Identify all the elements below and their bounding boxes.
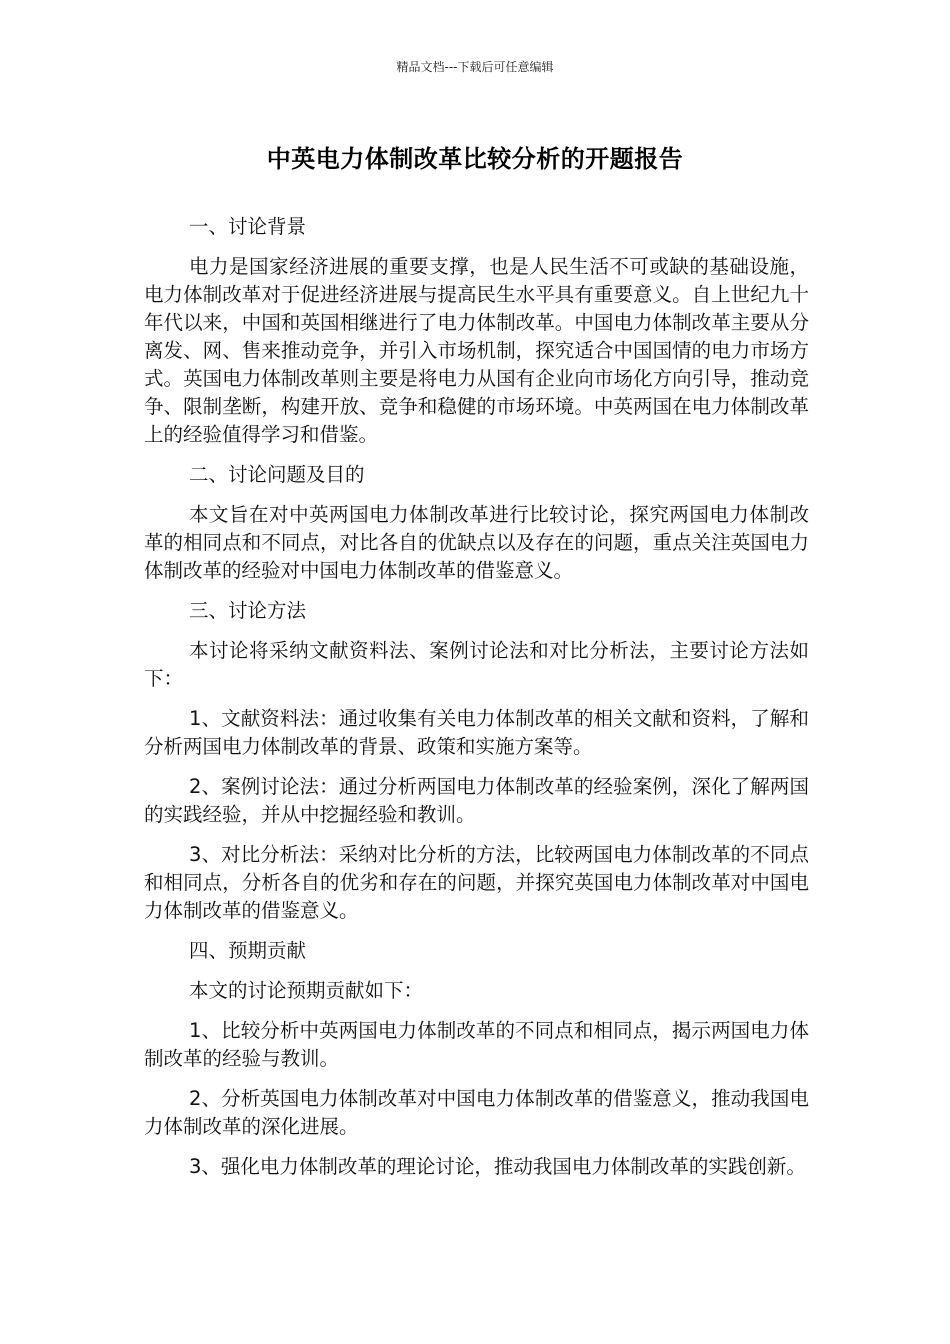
contribution-item-2: 2、分析英国电力体制改革对中国电力体制改革的借鉴意义，推动我国电力体制改革的深化进展。 <box>144 1087 809 1138</box>
section-heading-contributions: 四、预期贡献 <box>189 939 307 962</box>
section-heading-methods: 三、讨论方法 <box>189 599 307 622</box>
document-body <box>144 213 809 1193</box>
method-item-literature: 1、文献资料法：通过收集有关电力体制改革的相关文献和资料，了解和分析两国电力体制改革的背景、政策和实施方案等。 <box>144 707 809 758</box>
contribution-item-1: 1、比较分析中英两国电力体制改革的不同点和相同点，揭示两国电力体制改革的经验与教训。 <box>144 1019 809 1070</box>
method-item-comparison: 3、对比分析法：采纳对比分析的方法，比较两国电力体制改革的不同点和相同点，分析各自的优劣和存在的问题，并探究英国电力体制改革对中国电力体制改革的借鉴意义。 <box>144 843 809 922</box>
method-item-case-study: 2、案例讨论法：通过分析两国电力体制改革的经验案例，深化了解两国的实践经验，并从中挖掘经验和教训。 <box>144 775 809 826</box>
document-title: 中英电力体制改革比较分析的开题报告 <box>266 145 684 173</box>
contribution-item-3: 3、强化电力体制改革的理论讨论，推动我国电力体制改革的实践创新。 <box>189 1155 806 1178</box>
section-heading-purpose: 二、讨论问题及目的 <box>189 463 365 486</box>
header-note: 精品文档---下载后可任意编辑 <box>396 60 554 74</box>
contributions-intro-paragraph: 本文的讨论预期贡献如下： <box>189 979 424 1002</box>
purpose-paragraph: 本文旨在对中英两国电力体制改革进行比较讨论，探究两国电力体制改革的相同点和不同点，对比各自的优缺点以及存在的问题，重点关注英国电力体制改革的经验对中国电力体制改革的借鉴意义。 <box>144 503 809 582</box>
section-heading-background: 一、讨论背景 <box>189 215 307 238</box>
methods-intro-paragraph: 本讨论将采纳文献资料法、案例讨论法和对比分析法，主要讨论方法如下： <box>144 639 809 690</box>
background-paragraph: 电力是国家经济进展的重要支撑，也是人民生活不可或缺的基础设施，电力体制改革对于促进经济进展与提高民生水平具有重要意义。自上世纪九十年代以来，中国和英国相继进行了电力体制改革。中国电力体制改革主要从分离发、网、售来推动竞争，并引入市场机制，探究适合中国国情的电力市场方式。英国电力体制改革则主要是将电力从国有企业向市场化方向引导，推动竞争、限制垄断，构建开放、竞争和稳健的市场环境。中英两国在电力体制改革上的经验值得学习和借鉴。 <box>144 255 809 446</box>
